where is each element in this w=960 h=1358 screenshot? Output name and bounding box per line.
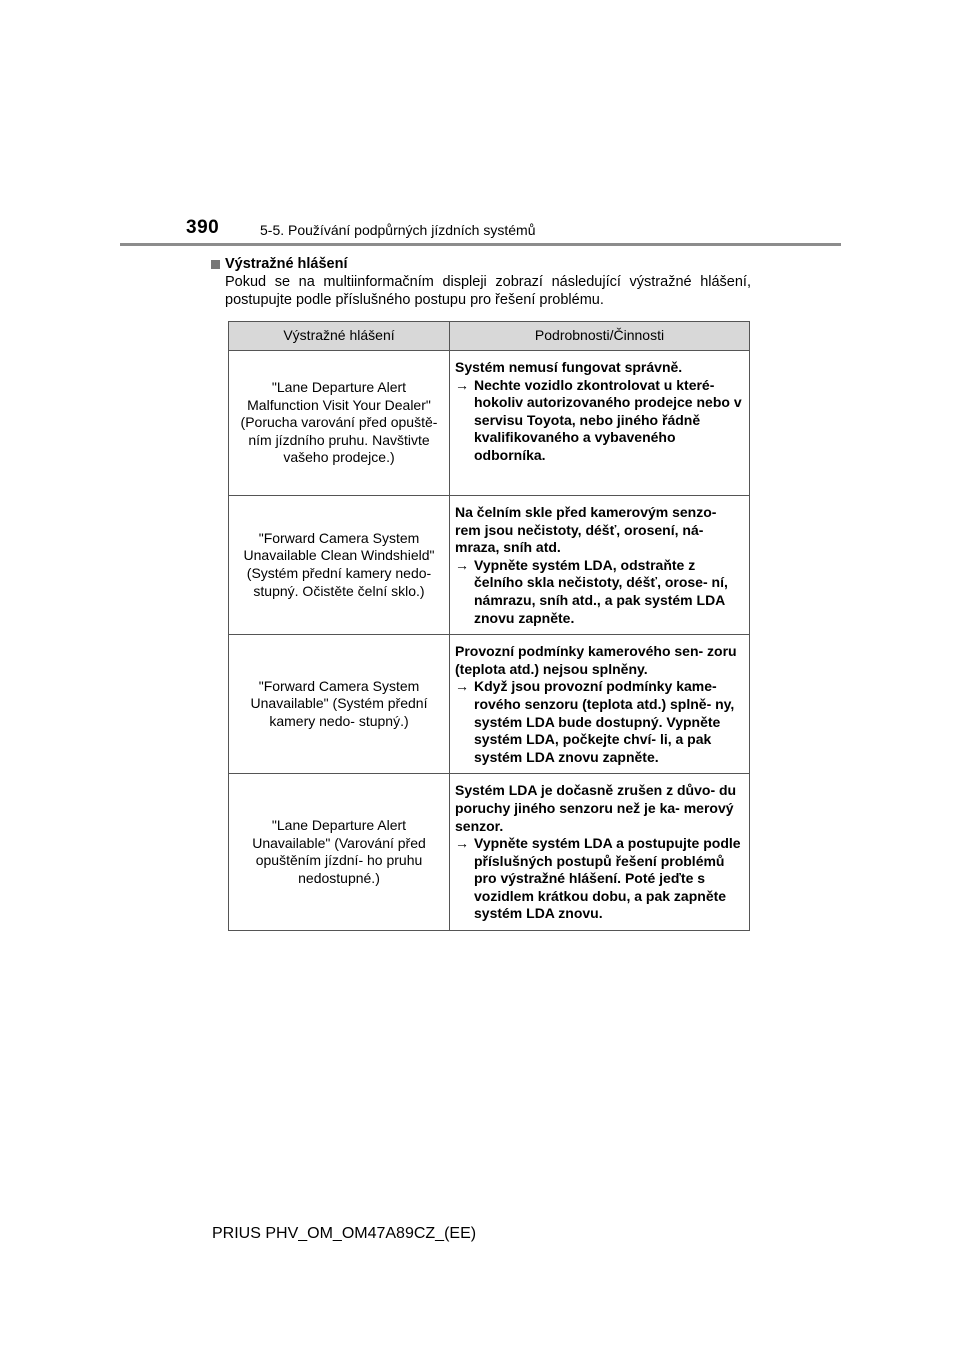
table-row xyxy=(229,635,750,774)
detail-action-row xyxy=(455,835,745,923)
details-cell xyxy=(450,496,750,635)
intro-block xyxy=(211,255,751,309)
table-header-row xyxy=(229,322,750,351)
warning-message-cell: "Forward Camera System Unavailable" (Systém přední kamery nedo- stupný.) xyxy=(229,635,450,774)
arrow-right-icon: → xyxy=(455,376,469,393)
detail-lead: Systém nemusí fungovat správně. xyxy=(455,359,683,375)
table-row xyxy=(229,774,750,931)
detail-action: Vypněte systém LDA, odstraňte z čelního skla nečistoty, déšť, orose- ní, námrazu, sníh atd., a pak systém LDA znovu zapněte. xyxy=(474,556,728,626)
column-header-details: Podrobnosti/Činnosti xyxy=(450,322,750,351)
detail-action: Když jsou provozní podmínky kame- rového senzoru (teplota atd.) splně- ny, systém LDA bude dostupný. Vypněte systém LDA, počkejte chví- li, a pak systém LDA znovu zapněte. xyxy=(474,678,735,765)
warning-messages-table xyxy=(228,321,750,931)
intro-heading-row xyxy=(211,255,751,273)
arrow-right-icon: → xyxy=(455,835,469,852)
square-bullet-icon xyxy=(211,260,220,269)
detail-action-row xyxy=(455,557,745,627)
detail-action-row xyxy=(455,678,745,766)
warning-message-cell: "Lane Departure Alert Malfunction Visit Your Dealer" (Porucha varování před opuště- ním jízdního pruhu. Navštivte vašeho prodejce.) xyxy=(229,351,450,496)
details-cell xyxy=(450,635,750,774)
arrow-right-icon: → xyxy=(455,678,469,695)
detail-action: Nechte vozidlo zkontrolovat u které- hokoliv autorizovaného prodejce nebo v servisu Toyota, nebo jiného řádně kvalifikovaného a vybaveného odborníka. xyxy=(474,376,742,463)
detail-lead: Provozní podmínky kamerového sen- zoru (teplota atd.) nejsou splněny. xyxy=(455,643,737,677)
arrow-right-icon: → xyxy=(455,556,469,573)
footer-model-code: PRIUS PHV_OM_OM47A89CZ_(EE) xyxy=(212,1225,477,1242)
warning-message-cell: "Forward Camera System Unavailable Clean Windshield" (Systém přední kamery nedo- stupný. Očistěte čelní sklo.) xyxy=(229,496,450,635)
table-row xyxy=(229,351,750,496)
detail-lead: Na čelním skle před kamerovým senzo- rem jsou nečistoty, déšť, orosení, ná- mraza, sníh atd. xyxy=(455,504,717,556)
column-header-message: Výstražné hlášení xyxy=(229,322,450,351)
details-cell xyxy=(450,774,750,931)
intro-heading: Výstražné hlášení xyxy=(225,256,348,272)
detail-action-row xyxy=(455,377,745,465)
intro-text: Pokud se na multiinformačním displeji zobrazí následující výstražné hlášení, postupujte podle příslušného postupu pro řešení problému. xyxy=(225,274,751,308)
table-row xyxy=(229,496,750,635)
details-cell xyxy=(450,351,750,496)
warning-message-cell: "Lane Departure Alert Unavailable" (Varování před opuštěním jízdní- ho pruhu nedostupné.) xyxy=(229,774,450,931)
page-number: 390 xyxy=(186,217,220,238)
detail-lead: Systém LDA je dočasně zrušen z důvo- du poruchy jiného senzoru než je ka- merový senzor. xyxy=(455,782,737,834)
section-title: 5-5. Používání podpůrných jízdních systémů xyxy=(260,222,536,238)
header-divider xyxy=(120,243,841,246)
detail-action: Vypněte systém LDA a postupujte podle příslušných postupů řešení problémů pro výstražné hlášení. Poté jeďte s vozidlem krátkou dobu, a pak zapněte systém LDA znovu. xyxy=(474,835,741,922)
